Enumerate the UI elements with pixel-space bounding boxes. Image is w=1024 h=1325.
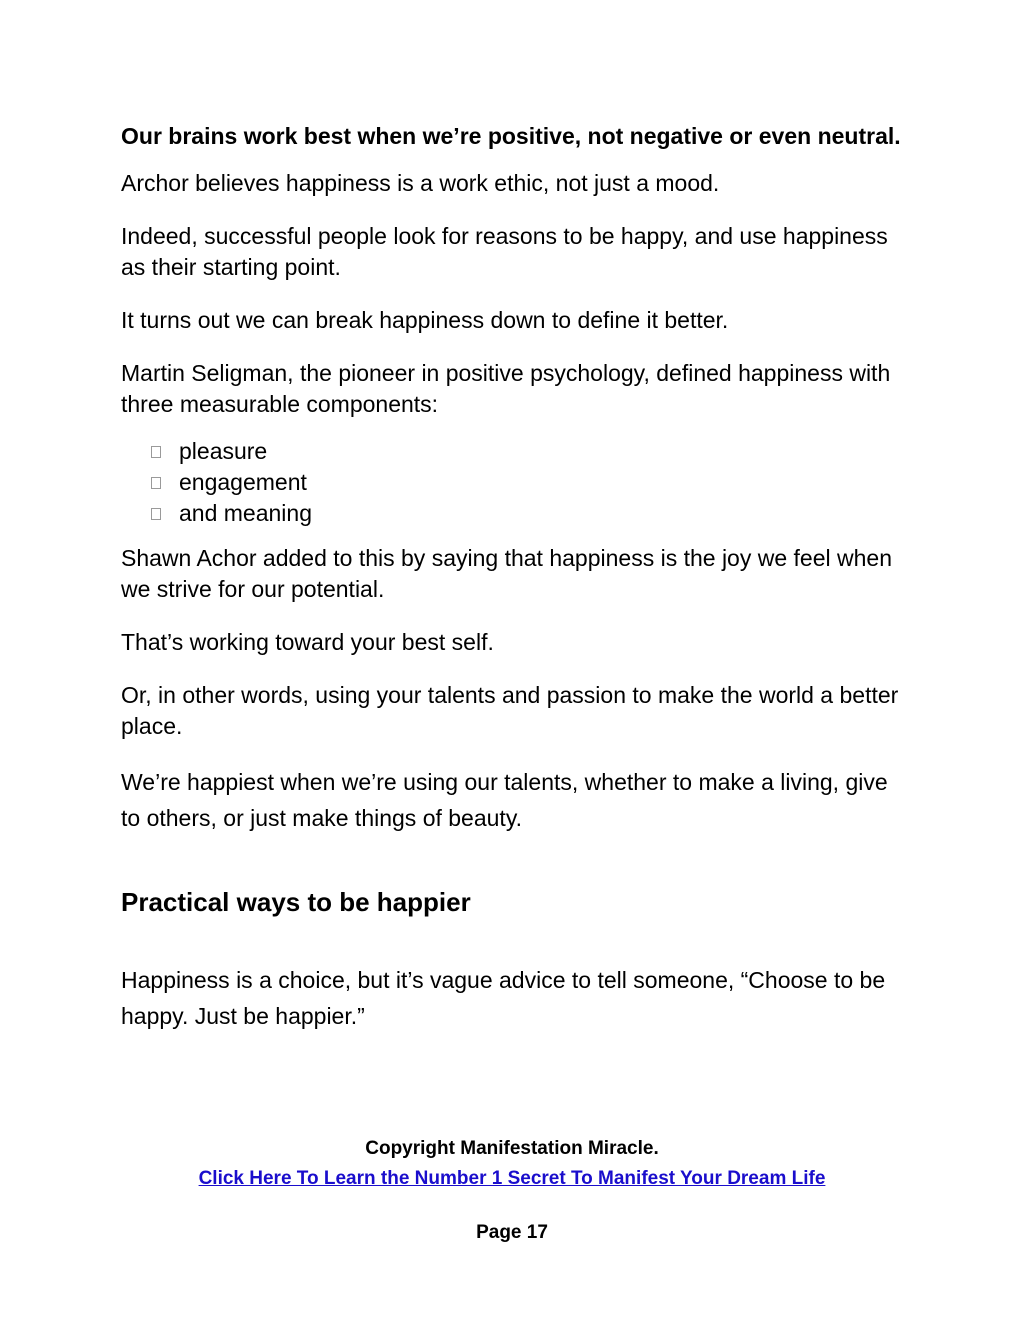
square-bullet-icon — [151, 446, 161, 458]
list-item-label: pleasure — [179, 438, 268, 464]
footer-link-wrapper — [0, 1168, 1024, 1190]
square-bullet-icon — [151, 477, 161, 489]
components-list — [151, 436, 911, 529]
paragraph-define-happiness: It turns out we can break happiness down to define it better. — [121, 307, 729, 333]
dream-life-link[interactable]: Click Here To Learn the Number 1 Secret To Manifest Your Dream Life — [198, 1168, 826, 1189]
list-item-label: engagement — [179, 469, 307, 495]
paragraph-work-ethic: Archor believes happiness is a work ethic, not just a mood. — [121, 170, 720, 196]
copyright-notice: Copyright Manifestation Miracle. — [365, 1138, 659, 1159]
lead-statement: Our brains work best when we’re positive, not negative or even neutral. — [121, 123, 901, 149]
page-number: Page 17 — [476, 1222, 548, 1243]
paragraph-happiest: We’re happiest when we’re using our talents, whether to make a living, give to others, or just make things of beauty. — [121, 769, 888, 831]
paragraph-talents-passion: Or, in other words, using your talents and passion to make the world a better place. — [121, 682, 899, 739]
paragraph-choice: Happiness is a choice, but it’s vague advice to tell someone, “Choose to be happy. Just be happier.” — [121, 967, 886, 1029]
paragraph-achor: Shawn Achor added to this by saying that happiness is the joy we feel when we strive for our potential. — [121, 545, 892, 602]
list-item — [151, 436, 911, 467]
section-heading: Practical ways to be happier — [121, 887, 471, 917]
paragraph-seligman: Martin Seligman, the pioneer in positive psychology, defined happiness with three measurable components: — [121, 360, 891, 417]
paragraph-best-self: That’s working toward your best self. — [121, 629, 494, 655]
paragraph-successful-people: Indeed, successful people look for reasons to be happy, and use happiness as their starting point. — [121, 223, 888, 280]
square-bullet-icon — [151, 508, 161, 520]
list-item — [151, 498, 911, 529]
list-item-label: and meaning — [179, 500, 312, 526]
page-content — [121, 118, 911, 1056]
list-item — [151, 467, 911, 498]
